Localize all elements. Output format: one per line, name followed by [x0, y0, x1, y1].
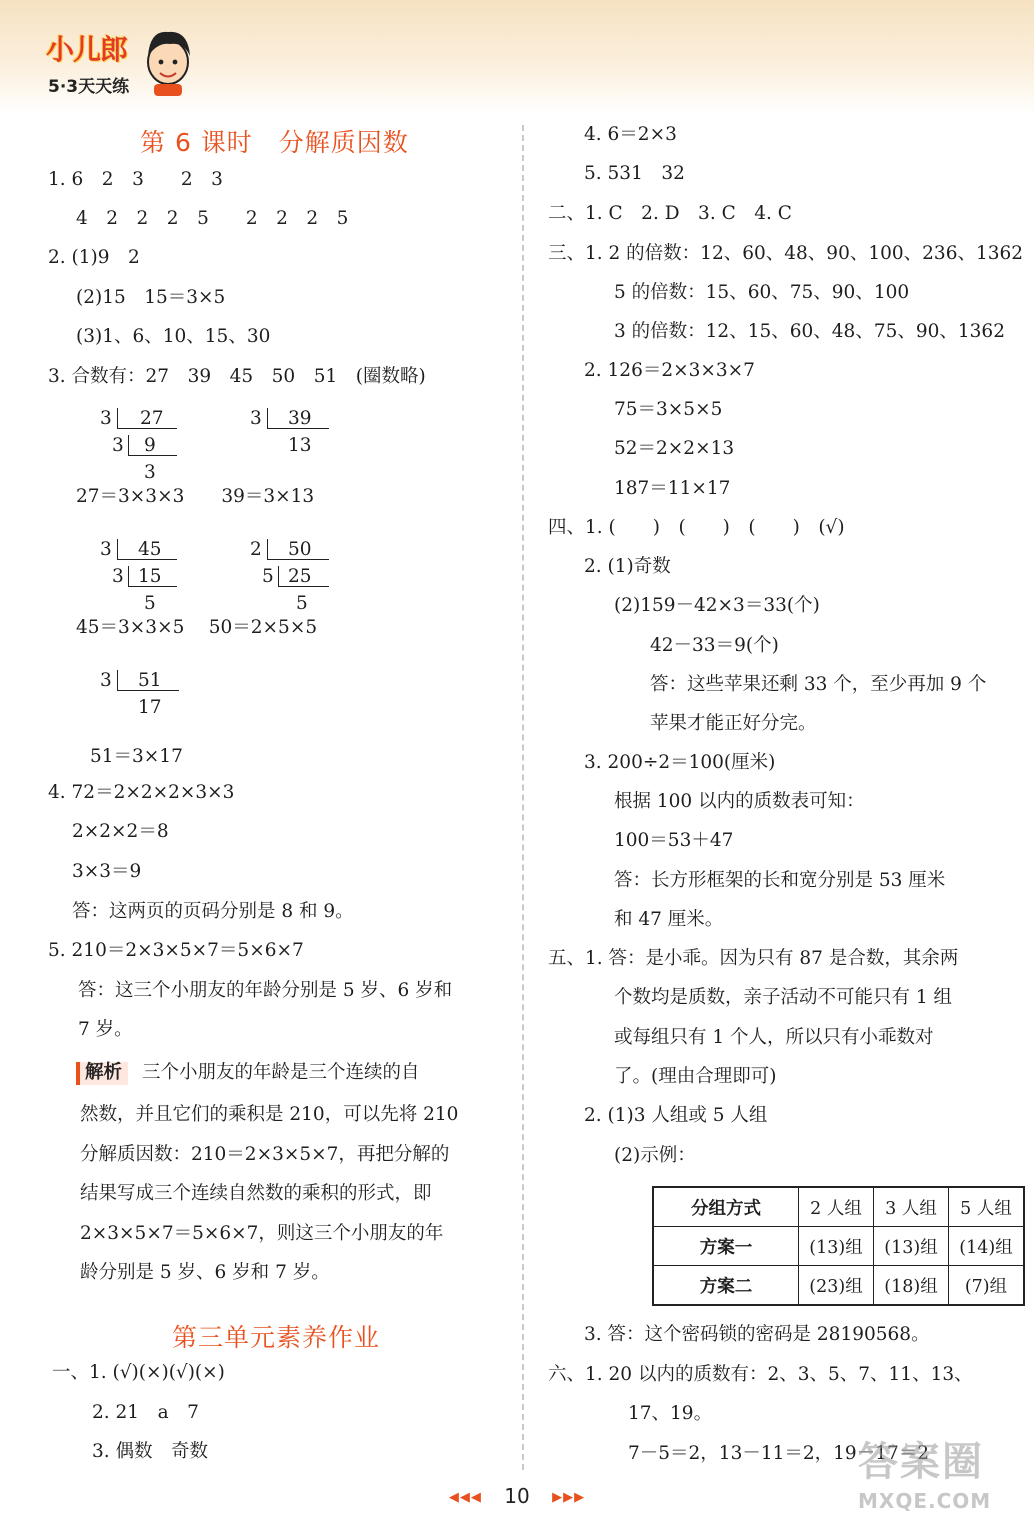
r-line-24: 或每组只有 1 个人，所以只有小乖数对 [614, 1027, 934, 1048]
table-cell: (13)组 [799, 1227, 874, 1266]
answer-5b: 答：这三个小朋友的年龄分别是 5 岁、6 岁和 [78, 980, 453, 1001]
r-line-28: 3. 答：这个密码锁的密码是 28190568。 [584, 1324, 930, 1345]
analysis-line-5: 2×3×5×7＝5×6×7，则这三个小朋友的年 [80, 1223, 444, 1244]
lesson-heading: 第 6 课时 分解质因数 [140, 128, 409, 157]
short-division-51: 3 51 17 [96, 670, 186, 720]
r-line-5: 5 的倍数：15、60、75、90、100 [614, 282, 910, 303]
table-header-cell: 分组方式 [653, 1187, 799, 1227]
factor-eq-27-39: 27＝3×3×3 39＝3×13 [76, 486, 315, 507]
answer-1b: 4 2 2 2 5 2 2 2 5 [76, 208, 349, 229]
analysis-line-4: 结果写成三个连续自然数的乘积的形式，即 [80, 1183, 432, 1204]
answer-2c: (3)1、6、10、15、30 [76, 326, 271, 347]
mascot-icon [140, 22, 196, 98]
r-line-26: 2. (1)3 人组或 5 人组 [584, 1105, 768, 1126]
analysis-line-6: 龄分别是 5 岁、6 岁和 7 岁。 [80, 1262, 330, 1283]
prev-arrows-icon: ◀◀◀ [448, 1490, 482, 1505]
r-line-20: 答：长方形框架的长和宽分别是 53 厘米 [614, 870, 946, 891]
table-cell: (23)组 [799, 1266, 874, 1306]
table-cell: (13)组 [874, 1227, 949, 1266]
table-cell: (14)组 [949, 1227, 1025, 1266]
r-line-15: 答：这些苹果还剩 33 个，至少再加 9 个 [650, 674, 987, 695]
page-footer [0, 1484, 1034, 1508]
r-line-25: 了。(理由合理即可) [614, 1066, 777, 1087]
r-line-6: 3 的倍数：12、15、60、48、75、90、1362 [614, 321, 1005, 342]
r-line-9: 52＝2×2×13 [614, 438, 735, 459]
r-line-27: (2)示例： [614, 1145, 696, 1166]
answer-4c: 3×3＝9 [72, 861, 142, 882]
r-line-8: 75＝3×5×5 [614, 399, 723, 420]
r-line-1: 4. 6＝2×3 [584, 124, 677, 145]
r-line-16: 苹果才能正好分完。 [650, 713, 817, 734]
unit-heading: 第三单元素养作业 [172, 1323, 381, 1352]
analysis-line-3: 分解质因数：210＝2×3×5×7，再把分解的 [80, 1144, 450, 1165]
table-cell: (7)组 [949, 1266, 1025, 1306]
r-line-30: 17、19。 [628, 1403, 713, 1424]
short-division-50: 2 50 5 25 5 [246, 539, 336, 619]
column-divider [522, 125, 524, 1470]
r-line-14: 42－33＝9(个) [650, 635, 779, 656]
section1-q2: 2. 21 a 7 [92, 1402, 199, 1423]
brand-logo [40, 22, 200, 102]
r-line-12: 2. (1)奇数 [584, 556, 671, 577]
analysis-line-1: 解析 三个小朋友的年龄是三个连续的自 [76, 1062, 420, 1085]
brand-subtitle: 5·3天天练 [48, 77, 130, 97]
table-header-row [653, 1187, 1024, 1227]
brand-title: 小儿郎 [46, 33, 128, 66]
r-line-22: 五、1. 答：是小乖。因为只有 87 是合数，其余两 [548, 948, 959, 969]
short-division-45: 3 45 3 15 5 [96, 539, 186, 619]
section1-q1: 一、1. (√)(×)(√)(×) [52, 1362, 225, 1383]
analysis-line-2: 然数，并且它们的乘积是 210，可以先将 210 [80, 1104, 459, 1125]
answer-5a: 5. 210＝2×3×5×7＝5×6×7 [48, 940, 304, 961]
r-line-10: 187＝11×17 [614, 478, 731, 499]
table-header-cell: 2 人组 [799, 1187, 874, 1227]
answer-4d: 答：这两页的页码分别是 8 和 9。 [72, 901, 354, 922]
short-division-39: 3 39 13 [246, 408, 336, 458]
r-line-11: 四、1. ( ) ( ) ( ) (√) [548, 517, 845, 538]
table-header-cell: 3 人组 [874, 1187, 949, 1227]
factor-eq-51: 51＝3×17 [90, 746, 183, 767]
r-line-18: 根据 100 以内的质数表可知： [614, 791, 865, 812]
next-arrows-icon: ▶▶▶ [552, 1490, 586, 1505]
table-cell: (18)组 [874, 1266, 949, 1306]
answer-4a: 4. 72＝2×2×2×3×3 [48, 782, 235, 803]
r-line-21: 和 47 厘米。 [614, 909, 724, 930]
answer-1a: 1. 6 2 3 2 3 [48, 169, 223, 190]
watermark: 答案圈 MXQE.COM [858, 1439, 992, 1513]
r-line-13: (2)159－42×3＝33(个) [614, 595, 820, 616]
r-line-19: 100＝53＋47 [614, 830, 734, 851]
section1-q3: 3. 偶数 奇数 [92, 1441, 209, 1462]
table-header-cell: 5 人组 [949, 1187, 1025, 1227]
r-line-23: 个数均是质数，亲子活动不可能只有 1 组 [614, 987, 953, 1008]
short-division-27: 3 27 3 9 3 [96, 408, 186, 488]
analysis-tag: 解析 [76, 1062, 128, 1085]
r-line-4: 三、1. 2 的倍数：12、60、48、90、100、236、1362 [548, 243, 1024, 264]
table-row [653, 1266, 1024, 1306]
table-cell: 方案二 [653, 1266, 799, 1306]
answer-2b: (2)15 15＝3×5 [76, 287, 226, 308]
table-cell: 方案一 [653, 1227, 799, 1266]
r-line-2: 5. 531 32 [584, 163, 685, 184]
r-line-7: 2. 126＝2×3×3×7 [584, 360, 755, 381]
factor-eq-45-50: 45＝3×3×5 50＝2×5×5 [76, 617, 318, 638]
grouping-table [652, 1186, 1025, 1306]
r-line-17: 3. 200÷2＝100(厘米) [584, 752, 776, 773]
r-line-29: 六、1. 20 以内的质数有：2、3、5、7、11、13、 [548, 1364, 973, 1385]
table-row [653, 1227, 1024, 1266]
answer-4b: 2×2×2＝8 [72, 821, 169, 842]
answer-2a: 2. (1)9 2 [48, 247, 140, 268]
page-number: 10 [504, 1484, 530, 1508]
answer-5c: 7 岁。 [78, 1019, 133, 1040]
r-line-31: 7－5＝2，13－11＝2，19－17＝2 [628, 1443, 930, 1464]
r-line-3: 二、1. C 2. D 3. C 4. C [548, 203, 792, 224]
answer-3a: 3. 合数有：27 39 45 50 51 (圈数略) [48, 366, 426, 387]
